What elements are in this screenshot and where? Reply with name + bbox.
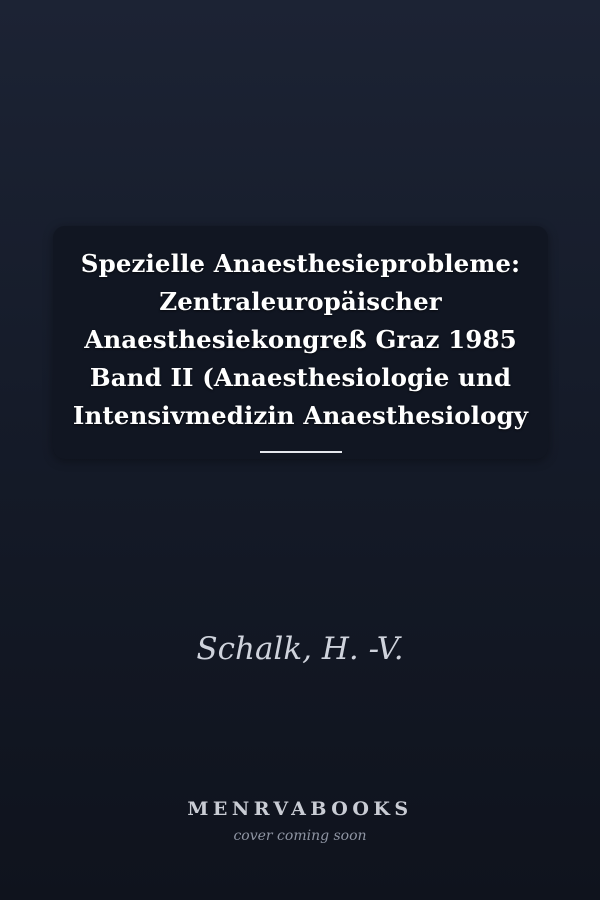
publisher-tagline: cover coming soon <box>233 828 367 844</box>
title-line: Zentraleuropäischer <box>159 287 442 316</box>
author-name: Schalk, H. -V. <box>196 631 404 667</box>
title-line: Spezielle Anaesthesieprobleme: <box>80 249 521 278</box>
title-box <box>53 226 548 459</box>
title-line: Intensivmedizin Anaesthesiology <box>72 401 529 430</box>
title-line: Band II (Anaesthesiologie und <box>89 363 512 392</box>
title-line: Anaesthesiekongreß Graz 1985 <box>84 325 517 354</box>
title-divider <box>260 451 342 453</box>
publisher-name: MENRVABOOKS <box>187 798 413 820</box>
